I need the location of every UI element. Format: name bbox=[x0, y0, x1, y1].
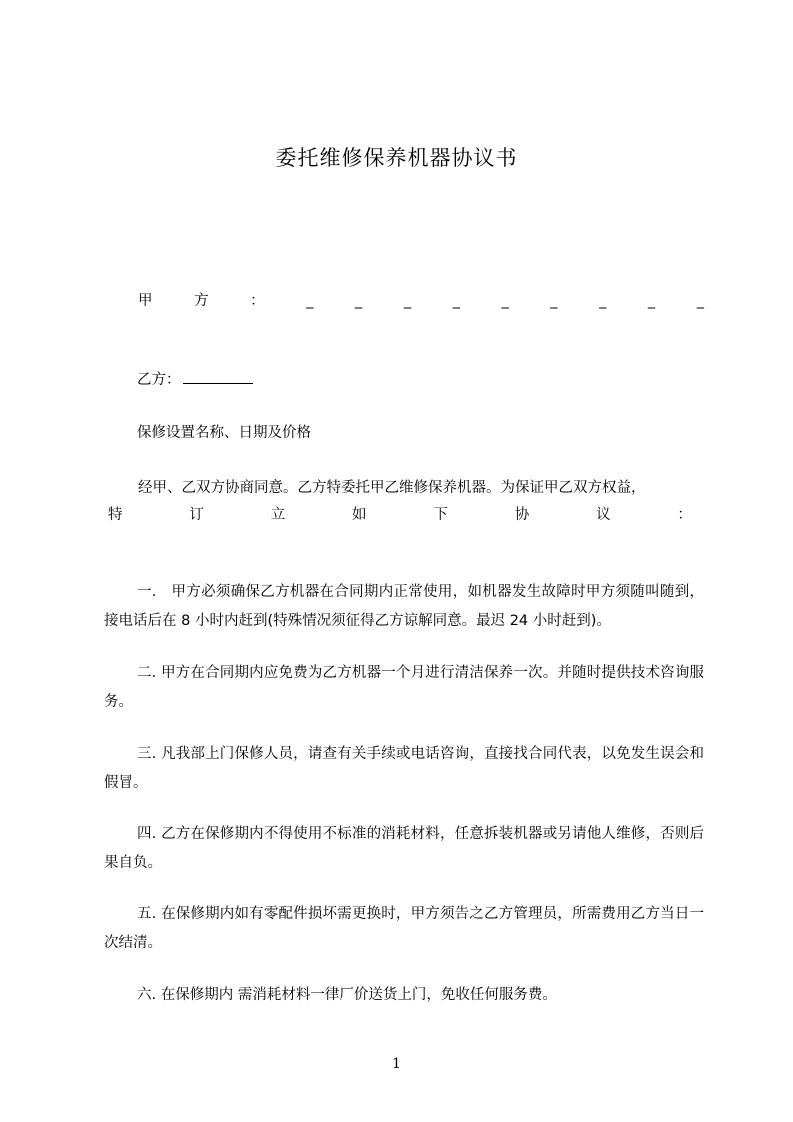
party-a-char: 甲 bbox=[138, 293, 153, 309]
clause-6: 六. 在保修期内 需消耗材料一律厂价送货上门，免收任何服务费。 bbox=[137, 987, 557, 1003]
page-number: 1 bbox=[392, 1056, 401, 1072]
intro-char: 下 bbox=[433, 507, 448, 523]
party-a-char: 方 bbox=[194, 293, 209, 309]
party-b-blank bbox=[183, 369, 253, 384]
intro-char: ： bbox=[677, 507, 692, 523]
intro-char: 如 bbox=[352, 507, 367, 523]
clause-5: 五. 在保修期内如有零配件损坏需更换时，甲方须告之乙方管理员，所需费用乙方当日一次结清。 bbox=[104, 906, 704, 951]
clause-2: 二. 甲方在合同期内应免费为乙方机器一个月进行清洁保养一次。并随时提供技术咨询服务。 bbox=[104, 665, 704, 710]
party-a-blank: _ bbox=[696, 293, 704, 309]
party-a-line bbox=[138, 287, 704, 316]
clause-1: 一. 甲方必须确保乙方机器在合同期内正常使用，如机器发生故障时甲方须随叫随到，接电话后在 8 小时内赶到(特殊情况须征得乙方谅解同意。最迟 24 小时赶到)。 bbox=[104, 584, 704, 629]
party-a-blank: _ bbox=[599, 293, 607, 309]
party-a-blank: _ bbox=[452, 293, 460, 309]
party-b-label: 乙方： bbox=[137, 372, 181, 388]
party-a-blank: _ bbox=[647, 293, 656, 309]
party-a-blank: _ bbox=[306, 293, 314, 309]
party-b-line bbox=[137, 366, 737, 395]
intro-char: 特 bbox=[108, 507, 123, 523]
intro-char: 议 bbox=[596, 507, 611, 523]
party-a-blank: _ bbox=[355, 293, 363, 309]
clause-4: 四. 乙方在保修期内不得使用不标准的消耗材料，任意拆装机器或另请他人维修，否则后果自负。 bbox=[104, 826, 704, 871]
party-a-blank: _ bbox=[550, 293, 558, 309]
document-title: 委托维修保养机器协议书 bbox=[275, 146, 518, 170]
intro-char: 订 bbox=[189, 507, 204, 523]
intro-char: 立 bbox=[270, 507, 286, 523]
intro-spread-line bbox=[108, 501, 692, 530]
party-a-blank: _ bbox=[403, 293, 412, 309]
clause-3: 三. 凡我部上门保修人员，请查有关手续或电话咨询，直接找合同代表，以免发生误会和假冒。 bbox=[104, 746, 704, 791]
intro-text: 经甲、乙双方协商同意。乙方特委托甲乙维修保养机器。为保证甲乙双方权益， bbox=[138, 480, 646, 496]
party-a-blank: _ bbox=[501, 293, 509, 309]
party-a-char: ： bbox=[250, 293, 265, 309]
intro-char: 协 bbox=[514, 507, 530, 523]
subtitle: 保修设置名称、日期及价格 bbox=[137, 425, 311, 441]
